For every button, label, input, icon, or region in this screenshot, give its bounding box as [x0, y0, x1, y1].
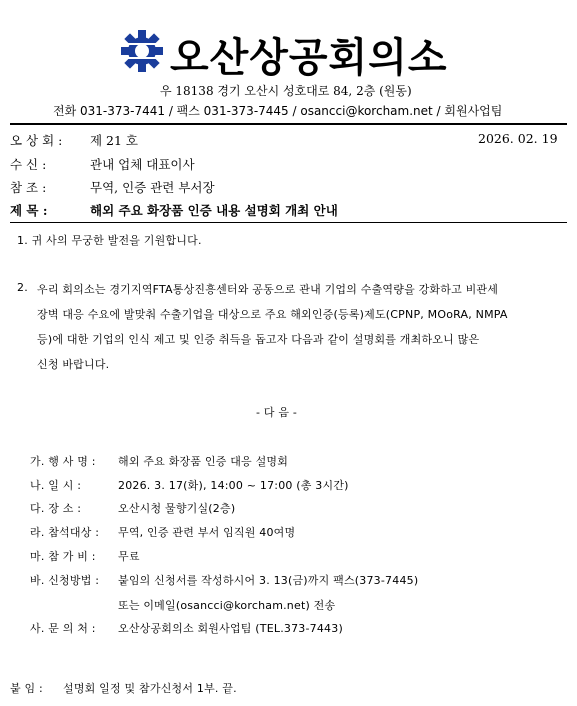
meta-divider: [10, 222, 567, 223]
recipient: 관내 업체 대표이사: [90, 157, 195, 172]
doc-number-label: 오 상 회 :: [10, 133, 63, 148]
detail-label: 바. 신청방법 :: [30, 574, 100, 587]
recipient-label: 수 신 :: [10, 157, 47, 172]
detail-value: 붙임의 신청서를 작성하시어 3. 13(금)까지 팩스(373-7445): [118, 574, 419, 587]
detail-value: 오산시청 물향기실(2층): [118, 502, 236, 515]
paragraph-2-line: 우리 회의소는 경기지역FTA통상진흥센터와 공동으로 관내 기업의 수출역량을 강화하고 비관세: [37, 283, 499, 296]
cc-label: 참 조 :: [10, 180, 47, 195]
detail-label: 마. 참 가 비 :: [30, 550, 96, 563]
detail-label: 가. 행 사 명 :: [30, 455, 96, 468]
cc: 무역, 인증 관련 부서장: [90, 180, 215, 195]
detail-value: 2026. 3. 17(화), 14:00 ~ 17:00 (총 3시간): [118, 479, 349, 492]
paragraph-2-line: 등)에 대한 기업의 인식 제고 및 인증 취득을 돕고자 다음과 같이 설명회를 개최하오니 많은: [37, 333, 480, 346]
detail-label: 다. 장 소 :: [30, 502, 82, 515]
paragraph-2-line: 장벽 대응 수요에 발맞춰 수출기업을 대상으로 주요 해외인증(등록)제도(CPNP, MOoRA, NMPA: [37, 308, 508, 321]
detail-label: 사. 문 의 처 :: [30, 622, 96, 635]
detail-label: 라. 참석대상 :: [30, 526, 100, 539]
detail-value-continued: 또는 이메일(osancci@korcham.net) 전송: [118, 599, 336, 612]
detail-value: 무료: [118, 550, 140, 563]
doc-number: 제 21 호: [90, 133, 139, 148]
org-contact: 전화 031-373-7441 / 팩스 031-373-7445 / osancci@korcham.net / 회원사업팀: [53, 104, 503, 118]
section-divider-heading: - 다 음 -: [256, 406, 298, 419]
detail-value: 오산상공회의소 회원사업팀 (TEL.373-7443): [118, 622, 343, 635]
detail-value: 해외 주요 화장품 인증 대응 설명회: [118, 455, 289, 468]
gear-logo-icon: [117, 26, 167, 76]
org-address: 우 18138 경기 오산시 성호대로 84, 2층 (원동): [160, 84, 412, 98]
subject: 해외 주요 화장품 인증 내용 설명회 개최 안내: [90, 203, 338, 218]
attachment-value: 설명회 일정 및 참가신청서 1부. 끝.: [63, 682, 237, 695]
detail-label: 나. 일 시 :: [30, 479, 82, 492]
attachment-label: 붙 임 :: [10, 682, 43, 695]
paragraph-2-number: 2.: [17, 281, 28, 294]
detail-value: 무역, 인증 관련 부서 임직원 40여명: [118, 526, 296, 539]
header-divider: [10, 123, 567, 125]
subject-label: 제 목 :: [10, 203, 48, 218]
doc-date: 2026. 02. 19: [478, 131, 558, 146]
paragraph-1: 1. 귀 사의 무궁한 발전을 기원합니다.: [17, 234, 202, 247]
paragraph-2-line: 신청 바랍니다.: [37, 358, 110, 371]
org-name-logo: 오산상공회의소: [170, 35, 448, 81]
